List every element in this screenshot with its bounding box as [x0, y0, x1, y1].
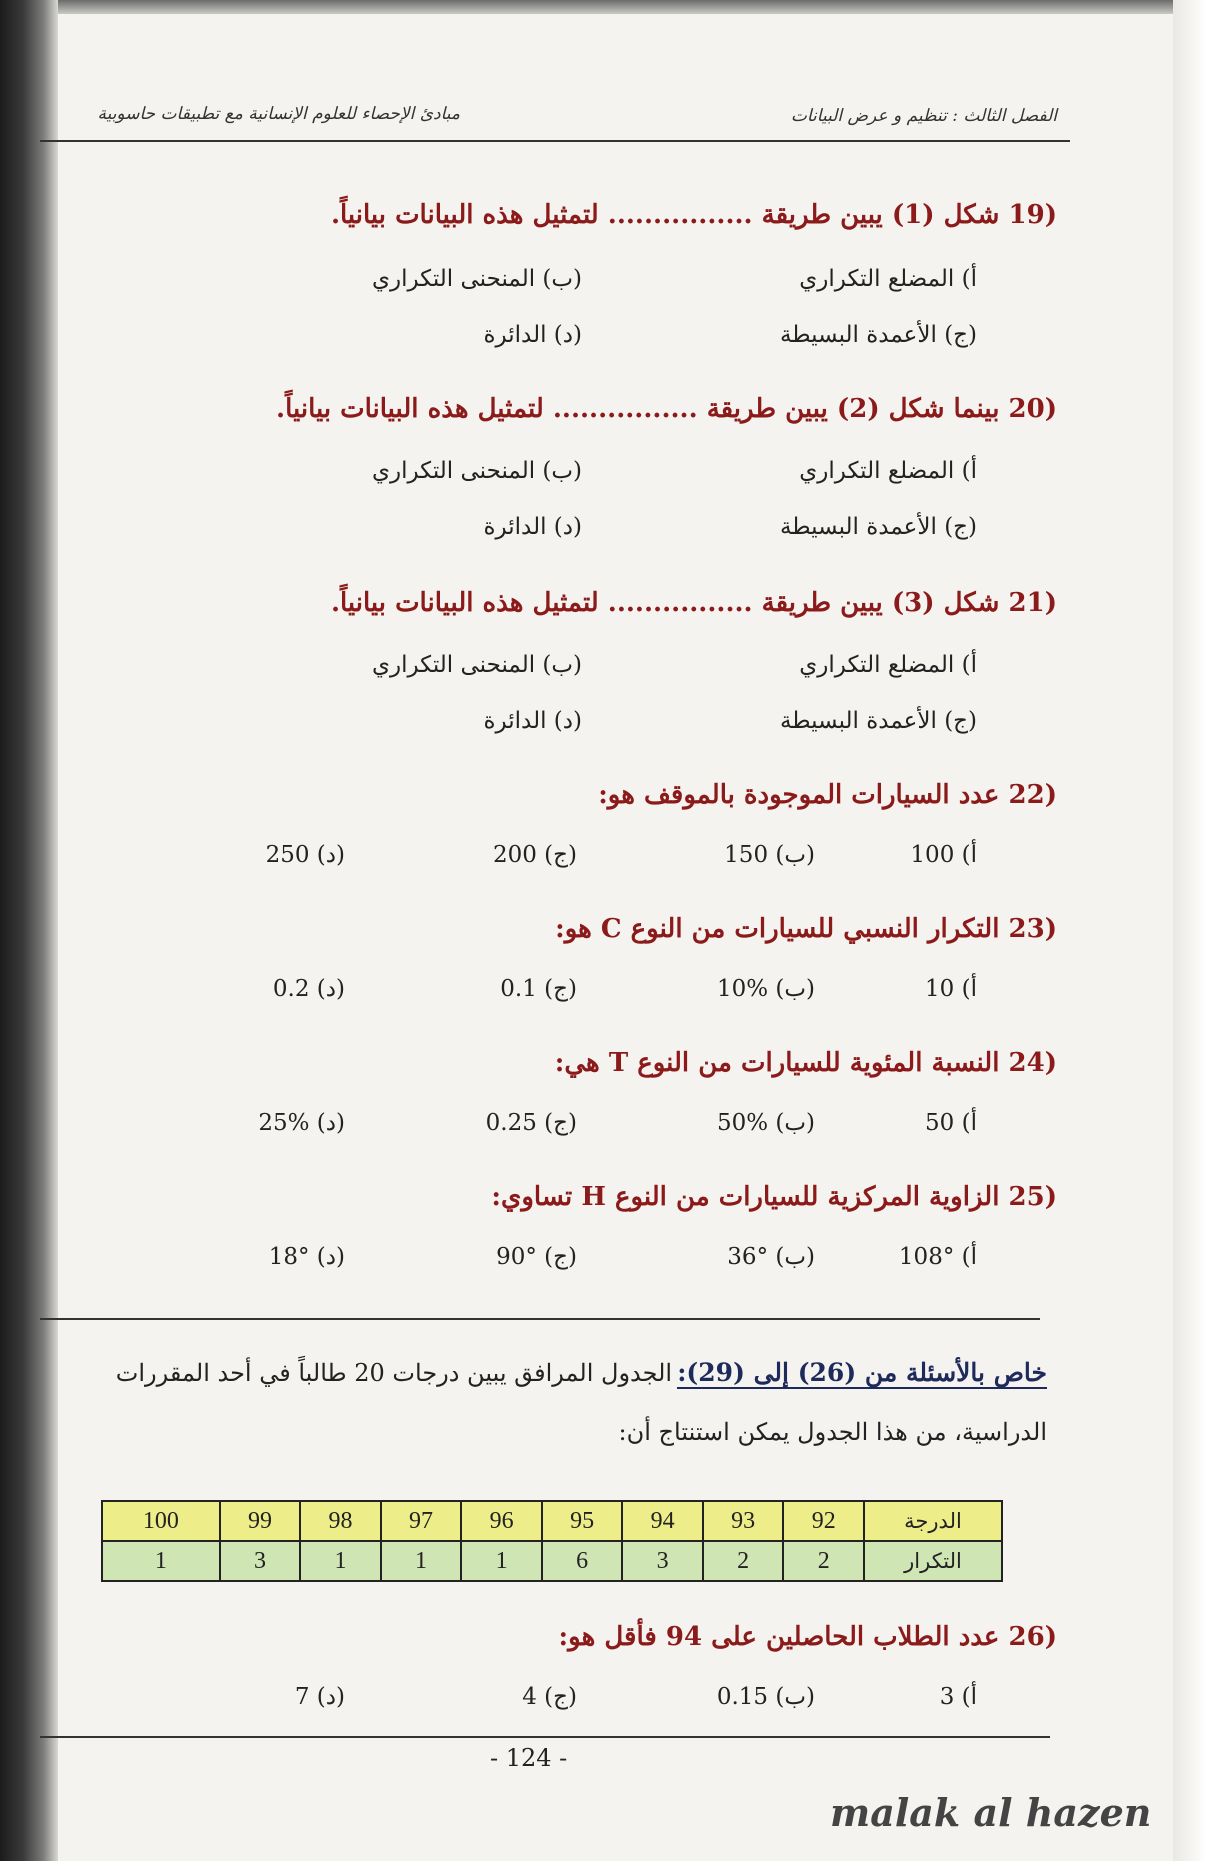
grade-cell: 96: [461, 1501, 542, 1541]
chapter-header: الفصل الثالث : تنظيم و عرض البيانات: [790, 106, 1057, 126]
q25-option-d: 18° (د): [268, 1244, 345, 1270]
question-24-text: النسبة المئوية للسيارات من النوع T هي:: [554, 1048, 1000, 1078]
freq-cell: 6: [542, 1541, 623, 1581]
q22-option-c: 200 (ج): [492, 842, 577, 868]
q21-option-b: (ب) المنحنى التكراري: [371, 652, 582, 678]
grades-table: [101, 1500, 1003, 1582]
question-24-number: (24: [1008, 1048, 1057, 1078]
question-23-text: التكرار النسبي للسيارات من النوع C هو:: [555, 914, 1000, 944]
question-26: [559, 1622, 1057, 1652]
q24-option-d: 25% (د): [258, 1110, 345, 1136]
q25-option-a: 108° (أ: [898, 1244, 977, 1270]
freq-cell: 3: [622, 1541, 703, 1581]
q19-option-b: (ب) المنحنى التكراري: [371, 266, 582, 292]
q24-option-b: 50% (ب): [716, 1110, 815, 1136]
freq-cell: 3: [220, 1541, 301, 1581]
grade-cell: 99: [220, 1501, 301, 1541]
question-26-text: عدد الطلاب الحاصلين على 94 فأقل هو:: [558, 1622, 1000, 1652]
grade-row-label: الدرجة: [864, 1501, 1002, 1541]
q26-option-b: 0.15 (ب): [716, 1684, 815, 1710]
header-rule: [40, 140, 1070, 142]
freq-cell: 2: [783, 1541, 864, 1581]
q25-option-c: 90° (ج): [496, 1244, 577, 1270]
q20-option-c: (ج) الأعمدة البسيطة: [779, 514, 977, 540]
grade-cell: 93: [703, 1501, 784, 1541]
question-21: [331, 588, 1057, 618]
q23-option-d: 0.2 (د): [272, 976, 345, 1002]
q21-option-a: أ) المضلع التكراري: [799, 652, 977, 678]
section-intro-line1: [116, 1358, 1047, 1387]
grade-cell: 95: [542, 1501, 623, 1541]
frequency-row-label: التكرار: [864, 1541, 1002, 1581]
grade-cell: 92: [783, 1501, 864, 1541]
question-20-text: بينما شكل (2) يبين طريقة ................ لتمثيل هذه البيانات بيانياً.: [276, 394, 1000, 424]
question-22: [598, 780, 1057, 810]
freq-cell: 1: [102, 1541, 220, 1581]
question-22-text: عدد السيارات الموجودة بالموقف هو:: [598, 780, 1000, 810]
freq-cell: 1: [300, 1541, 381, 1581]
q22-option-b: 150 (ب): [724, 842, 815, 868]
question-24: [555, 1048, 1057, 1078]
question-22-number: (22: [1008, 780, 1057, 810]
question-21-text: شكل (3) يبين طريقة ................ لتمثيل هذه البيانات بيانياً.: [330, 588, 1000, 618]
q26-option-d: 7 (د): [294, 1684, 345, 1710]
q21-option-c: (ج) الأعمدة البسيطة: [779, 708, 977, 734]
q23-option-b: 10% (ب): [716, 976, 815, 1002]
q26-option-a: 3 (أ: [939, 1684, 977, 1710]
section-divider: [40, 1318, 1040, 1320]
question-19: [331, 200, 1057, 230]
book-title-header: مبادئ الإحصاء للعلوم الإنسانية مع تطبيقات حاسوبية: [97, 104, 460, 124]
q21-option-d: (د) الدائرة: [483, 708, 582, 734]
section-heading: خاص بالأسئلة من (26) إلى (29):: [677, 1358, 1047, 1387]
question-25-text: الزاوية المركزية للسيارات من النوع H تساوي:: [491, 1182, 1000, 1212]
section-line2: الدراسية، من هذا الجدول يمكن استنتاج أن:: [618, 1418, 1047, 1446]
freq-cell: 1: [381, 1541, 462, 1581]
q22-option-d: 250 (د): [265, 842, 345, 868]
grades-row: [102, 1501, 1002, 1541]
q23-option-a: 10 (أ: [925, 976, 977, 1002]
q22-option-a: 100 (أ: [910, 842, 977, 868]
question-25-number: (25: [1008, 1182, 1057, 1212]
question-25: [491, 1182, 1057, 1212]
question-26-number: (26: [1008, 1622, 1057, 1652]
grade-cell: 98: [300, 1501, 381, 1541]
signature-watermark: malak al hazen: [830, 1790, 1152, 1835]
freq-cell: 2: [703, 1541, 784, 1581]
frequency-row: [102, 1541, 1002, 1581]
question-19-text: شكل (1) يبين طريقة ................ لتمثيل هذه البيانات بيانياً.: [330, 200, 1000, 230]
q25-option-b: 36° (ب): [727, 1244, 815, 1270]
footer-rule: [40, 1736, 1050, 1738]
q20-option-a: أ) المضلع التكراري: [799, 458, 977, 484]
q20-option-b: (ب) المنحنى التكراري: [371, 458, 582, 484]
q19-option-c: (ج) الأعمدة البسيطة: [779, 322, 977, 348]
grade-cell: 97: [381, 1501, 462, 1541]
q24-option-c: 0.25 (ج): [485, 1110, 577, 1136]
grade-cell: 100: [102, 1501, 220, 1541]
q23-option-c: 0.1 (ج): [500, 976, 577, 1002]
q24-option-a: 50 (أ: [925, 1110, 977, 1136]
section-line1: الجدول المرافق يبين درجات 20 طالباً في أحد المقررات: [115, 1359, 673, 1387]
q26-option-c: 4 (ج): [522, 1684, 577, 1710]
freq-cell: 1: [461, 1541, 542, 1581]
page-number: - 124 -: [490, 1744, 568, 1772]
question-20-number: (20: [1008, 394, 1057, 424]
question-19-number: (19: [1008, 200, 1057, 230]
question-23: [555, 914, 1057, 944]
question-21-number: (21: [1008, 588, 1057, 618]
question-20: [276, 394, 1057, 424]
grade-cell: 94: [622, 1501, 703, 1541]
q20-option-d: (د) الدائرة: [483, 514, 582, 540]
q19-option-a: أ) المضلع التكراري: [799, 266, 977, 292]
question-23-number: (23: [1008, 914, 1057, 944]
q19-option-d: (د) الدائرة: [483, 322, 582, 348]
